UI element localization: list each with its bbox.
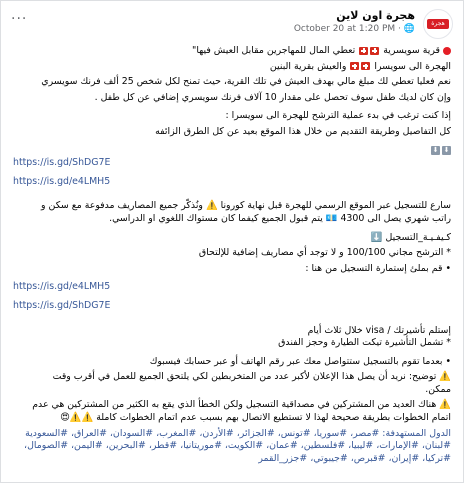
post-line: كل التفاصيل وطريقة التقديم من خلال هذا الموقع بعيد عن كل الطرق الزائفه <box>155 125 451 137</box>
url-link[interactable]: https://is.gd/ShDG7E <box>13 299 111 311</box>
post-line: سارع للتسجيل عبر الموقع الرسمي للهجرة قبل نهاية كورونا ⚠️ ونُذكّر جميع المصاريف مدفوعة مع سكن و <box>41 200 451 212</box>
red-circle-icon <box>443 47 451 55</box>
hashtag-line[interactable]: الدول المستهدفة: #مصر، #سوريا، #تونس، #الجزائر، #الأردن، #المغرب، #السودان، #العراق، #السعودية <box>25 427 451 439</box>
post-line: اتمام الخطوات بطريقة صحيحة لهذا لا تستطيع الاتصال بهم بسبب عدم اتمام الخطوات كاملة ⚠️⚠️😍 <box>60 412 451 424</box>
down-arrow-icon: ⬇ <box>432 145 439 154</box>
url-link[interactable]: https://is.gd/e4LMH5 <box>13 175 111 187</box>
url-link[interactable]: https://is.gd/e4LMH5 <box>13 281 111 293</box>
swiss-flag-icon <box>359 47 368 55</box>
post-line: * تشمل التأشيرة تيكت الطيارة وحجز الفندق <box>278 337 451 349</box>
line-text: والعيش بقرية البنين <box>269 60 347 72</box>
post-body <box>13 45 451 465</box>
post-line: إذا كنت ترغب في بدء عملية الترشح للهجرة الى سويسرا : <box>225 110 451 122</box>
line-text: قرية سويسرية <box>383 45 440 56</box>
line-text: تعطي المال للمهاجرين مقابل العيش فيها" <box>192 45 356 56</box>
post-header <box>11 9 453 39</box>
post-line <box>13 45 451 58</box>
post-line: كـيفـيـة_التسجيل ⬇️ <box>370 231 451 243</box>
post-line: ⚠️ هناك العديد من المشتركين في مصداقية التسجيل ولكن الخطأ الذي يقع به الكثير من المشتركين هي عدم <box>32 399 451 411</box>
down-arrow-icon: ⬇ <box>443 145 450 154</box>
post-line: * الترشح مجاني 100/100 و لا توجد أي مصاريف إضافية للإلتحاق <box>198 247 451 259</box>
swiss-flag-icon <box>350 62 359 70</box>
url-link[interactable]: https://is.gd/ShDG7E <box>13 157 111 169</box>
post-line: راتب شهري يصل الى 4300 💶 يتم قبول الجميع كيفما كان مستواك اللغوي او الدراسي. <box>109 212 451 224</box>
post-line: ⚠️ توضيح: نريد أن يصل هذا الإعلان لأكبر عدد من المتخربطين لكي يلتحق الجميع للعمل في أقرب وقت <box>52 371 451 383</box>
down-arrows <box>13 145 451 158</box>
page-logo: هجرة <box>427 19 449 29</box>
post-line: وإن كان لديك طفل سوف تحصل على مقدار 10 آلاف فرنك سويسري إضافي عن كل طفل . <box>94 91 451 103</box>
hashtag-line[interactable]: #لبنان، #الإمارات، #ليبيا، #فلسطين، #عمان، #الكويت، #موريتانيا، #قطر، #البحرين، #اليمن، #الصومال، <box>24 440 451 452</box>
page-avatar[interactable] <box>423 9 453 39</box>
post-line: نعم فعليا تعطي لك مبلغ مالي بهدف العيش في تلك القرية، حيث تمنح لكل شخص 25 ألف فرنك سويسري <box>41 76 451 88</box>
swiss-flag-icon <box>361 62 370 70</box>
hashtag-line[interactable]: #تركيا، #إيران، #قبرص، #جيبوتي، #جزر_القمر <box>258 452 451 464</box>
post-line: إستلم تأشيرتك / visa خلال ثلاث أيام <box>307 324 451 336</box>
post-timestamp[interactable]: October 20 at 1:20 PM · 🌐 <box>293 24 415 34</box>
post-line: • بعدما تقوم بالتسجيل ستتواصل معك عبر رقم الهاتف أو عبر حسابك فيسبوك <box>149 355 451 367</box>
timestamp-text[interactable]: October 20 at 1:20 PM <box>293 24 396 34</box>
globe-icon: 🌐 <box>403 24 415 34</box>
more-options-icon[interactable]: ··· <box>11 11 28 27</box>
swiss-flag-icon <box>370 47 379 55</box>
post-line <box>13 61 451 74</box>
post-line: ممكن. <box>425 383 451 395</box>
page-name-link[interactable]: هجرة اون لاين <box>336 9 415 22</box>
post-line: • قم بملئ إستمارة التسجيل من هنا : <box>305 262 451 274</box>
line-text: الهجرة الى سويسرا <box>374 60 451 72</box>
